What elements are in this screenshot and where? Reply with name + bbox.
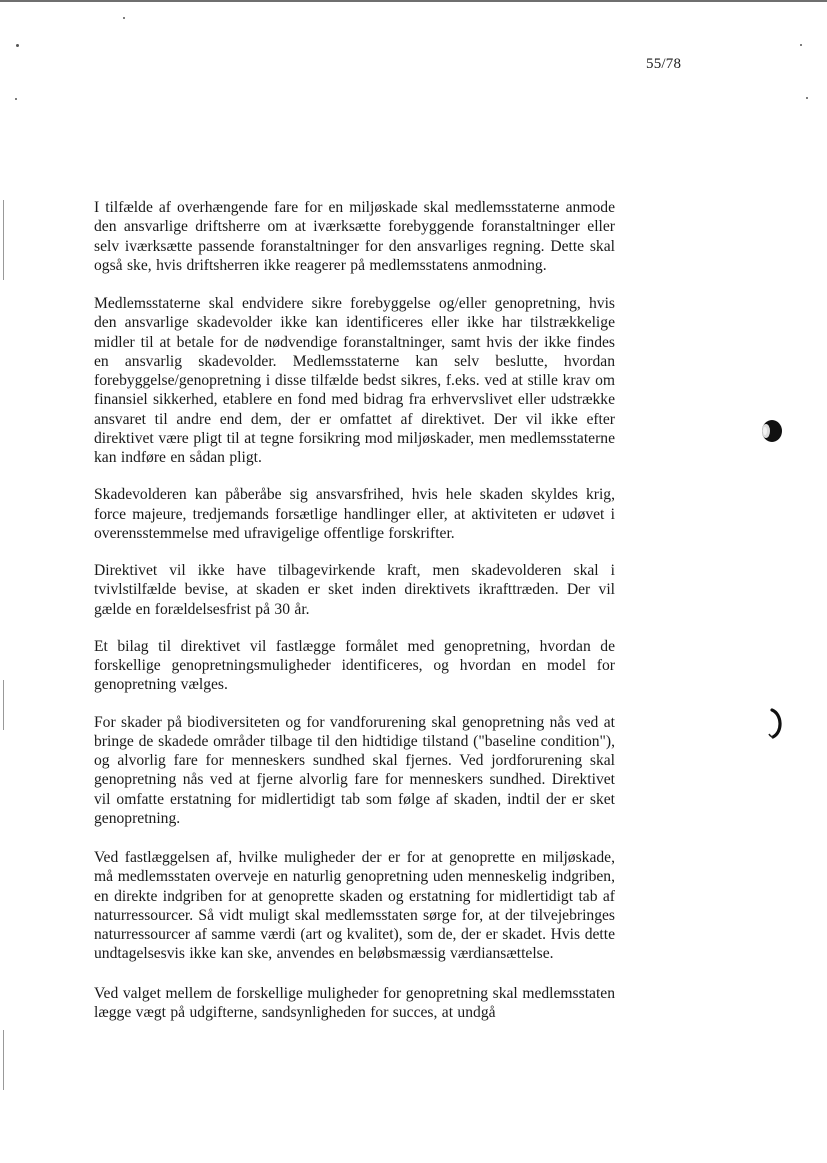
scan-speck (123, 17, 125, 19)
punch-hole-mark (760, 419, 782, 443)
scan-speck (15, 98, 17, 100)
paragraph: Ved valget mellem de forskellige muligheder for genopretning skal medlemsstaten lægge vægt på udgifterne, sandsynligheden for succes, at undgå (94, 984, 615, 1021)
scan-top-rule (0, 0, 827, 2)
scan-speck (806, 97, 808, 99)
scan-margin-line (3, 1030, 4, 1090)
punch-hole-mark (766, 708, 786, 740)
scan-margin-line (3, 200, 4, 280)
paragraph: Medlemsstaterne skal endvidere sikre forebyggelse og/eller genopretning, hvis den ansvarlige skadevolder ikke kan identificeres eller ikke har tilstrækkelige midler til at betale for de nødvendige foranstaltninger, samt hvis der ikke findes en ansvarlig skadevolder. Medlemsstaterne kan selv beslutte, hvordan forebyggelse/genopretning i disse tilfælde bedst sikres, f.eks. ved at stille krav om finansiel sikkerhed, etablere en fond med bidrag fra erhvervslivet eller udstrække ansvaret til andre end dem, der er omfattet af direktivet. Der vil ikke efter direktivet være pligt til at tegne forsikring mod miljøskader, men medlemsstaterne kan indføre en sådan pligt. (94, 295, 615, 466)
paragraph: Skadevolderen kan påberåbe sig ansvarsfrihed, hvis hele skaden skyldes krig, force majeure, tredjemands forsætlige handlinger eller, at aktiviteten er udøvet i overensstemmelse med ufravigelige offentlige forskrifter. (94, 486, 615, 542)
document-body (94, 198, 615, 1022)
scan-speck (800, 44, 802, 46)
paragraph: Et bilag til direktivet vil fastlægge formålet med genopretning, hvordan de forskellige genopretningsmuligheder identificeres, og hvordan en model for genopretning vælges. (94, 637, 615, 694)
paragraph: Direktivet vil ikke have tilbagevirkende kraft, men skadevolderen skal i tvivlstilfælde bevise, at skaden er sket inden direktivets ikrafttræden. Der vil gælde en forældelsesfrist på 30 år. (94, 562, 615, 618)
paragraph: I tilfælde af overhængende fare for en miljøskade skal medlemsstaterne anmode den ansvarlige driftsherre om at iværksætte forebyggende foranstaltninger eller selv iværksætte passende foranstaltninger for den ansvarliges regning. Dette skal også ske, hvis driftsherren ikke reagerer på medlemsstatens anmodning. (94, 199, 615, 274)
paragraph: Ved fastlæggelsen af, hvilke muligheder der er for at genoprette en miljøskade, må medlemsstaten overveje en naturlig genopretning uden menneskelig indgriben, en direkte indgriben for at genoprette skaden og erstatning for midlertidigt tab af naturressourcer. Så vidt muligt skal medlemsstaten sørge for, at der tilvejebringes naturressourcer af samme værdi (art og kvalitet), som de, der er skadet. Hvis dette undtagelsesvis ikke kan ske, anvendes en beløbsmæssig værdiansættelse. (94, 849, 615, 963)
paragraph: For skader på biodiversiteten og for vandforurening skal genopretning nås ved at bringe de skadede områder tilbage til den hidtidige tilstand ("baseline condition"), og alvorlig fare for menneskers sundhed skal fjernes. Ved jordforurening skal genopretning nås ved at fjerne alvorlig fare for menneskers sundhed. Direktivet vil omfatte erstatning for midlertidigt tab som følge af skaden, indtil der er sket genopretning. (94, 713, 615, 827)
scan-speck (16, 44, 19, 47)
scan-margin-line (3, 680, 4, 730)
page-number: 55/78 (646, 56, 682, 72)
